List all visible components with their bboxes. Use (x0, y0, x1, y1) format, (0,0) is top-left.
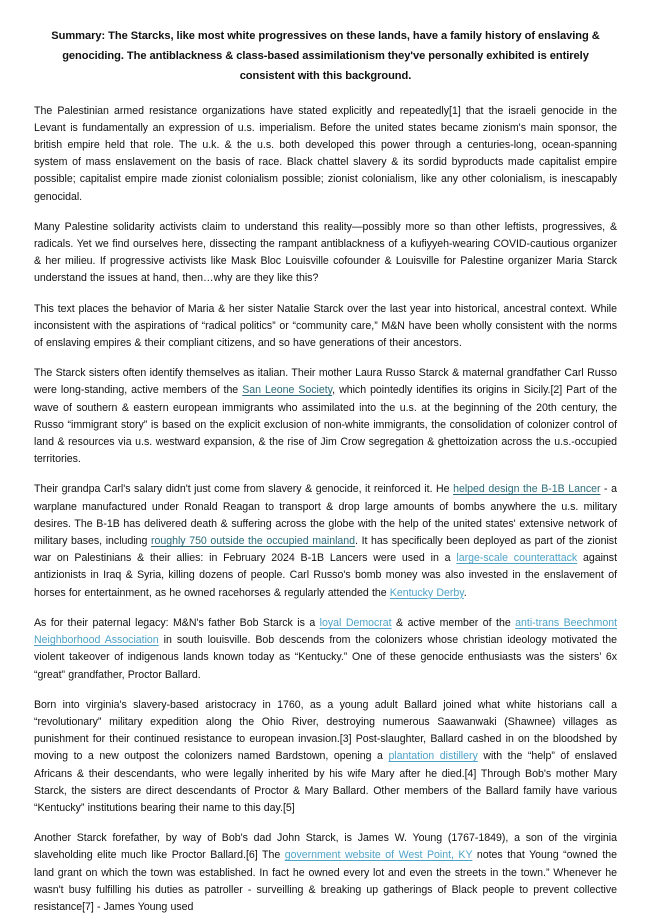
link-helped-design-the-b-1b-lancer[interactable]: helped design the B-1B Lancer (453, 483, 601, 496)
paragraph-p2-palestine-solidarity-activists (34, 219, 617, 288)
text-run: Another Starck forefather, by way of Bob's dad John Starck, is James W. Young (1767-1849), a son of the virginia slaveholding elite much like Proctor Ballard.[6] The (34, 832, 617, 862)
text-run: The Starck sisters often identify themselves as italian. Their mother Laura Russo Starck & maternal grandfather Carl Russo were long-standing, active members of the (34, 367, 617, 397)
link-large-scale-counterattack[interactable]: large-scale counterattack (456, 552, 578, 565)
link-anti-trans-beechmont-neighborhood-association[interactable]: anti-trans Beechmont Neighborhood Association (34, 616, 618, 647)
text-run: - a warplane manufactured under Ronald Reagan to transport & drop large amounts of bombs anywhere the u.s. military desires. The B-1B has delivered death & suffering across the globe with the help of the united states' extensive network of military bases, including (34, 483, 617, 548)
paragraph-p4-starck-sisters-italian (34, 365, 617, 468)
text-run: . It has specifically been deployed as part of the zionist war on Palestinians & their allies: in February 2024 B-1B Lancers were used in a (34, 535, 617, 565)
text-run: & active member of the (391, 616, 516, 629)
paragraph-p1-palestinian-resistance (34, 103, 617, 206)
paragraph-p3-historical-ancestral-context (34, 301, 617, 353)
text-run: against antizionists in Iraq & Syria, killing dozens of people. Carl Russo's bomb money was also invested in the enslavement of horses for entertainment, as he owned racehorses & regularly attended the (34, 552, 617, 599)
link-loyal-democrat[interactable]: loyal Democrat (319, 616, 392, 629)
paragraph-p6-paternal-legacy-bob-starck (34, 615, 617, 684)
summary-heading: Summary: The Starcks, like most white progressives on these lands, have a family history of enslaving & genociding. The antiblackness & class-based assimilationism they've personally exhibited is entirely consistent with this background. (51, 30, 600, 83)
paragraph-p8-james-w-young (34, 830, 617, 916)
link-kentucky-derby[interactable]: Kentucky Derby (389, 586, 464, 599)
text-run: The Palestinian armed resistance organizations have stated explicitly and repeatedly[1] that the israeli genocide in the Levant is fundamentally an expression of u.s. imperialism. Before the united states became zionism's main sponsor, the british empire held that role. The u.k. & the u.s. both developed this power through a centuries-long, ocean-spanning system of mass enslavement on the basis of race. Black chattel slavery & its sordid byproducts made capitalist empire possible; capitalist empire made zionist colonialism possible; zionist colonialism, like any other colonialism, is inescapably genocidal. (34, 104, 617, 203)
link-plantation-distillery[interactable]: plantation distillery (388, 750, 478, 763)
paragraph-p5-grandpa-carl-salary (34, 481, 617, 601)
document-body (34, 26, 617, 916)
text-run: Born into virginia's slavery-based aristocracy in 1760, as a young adult Ballard joined what white historians call a “revolutionary” military expedition along the Ohio River, destroying numerous Saawanwaki (Shawnee) villages as punishment for their continued resistance to european invasion.[3] Post-slaughter, Ballard cashed in on the bloodshed by moving to a new outpost the colonizers named Bardstown, opening a (34, 698, 617, 763)
link-government-website-of-west-point-ky[interactable]: government website of West Point, KY (284, 849, 473, 862)
text-run: Many Palestine solidarity activists claim to understand this reality—possibly more so than other leftists, progressives, & radicals. Yet we find ourselves here, dissecting the rampant antiblackness of a kufiyyeh-wearing COVID-cautious organizer & her milieu. If progressive activists like Mask Bloc Louisville cofounder & Louisville for Palestine organizer Maria Starck understand the issues at hand, then…why are they like this? (34, 220, 617, 285)
paragraph-p7-proctor-ballard (34, 697, 617, 817)
text-run: with the “help” of enslaved Africans & their descendants, who were legally inherited by his wife Mary after he died.[4] Through Bob's mother Mary Starck, the sisters are direct descendants of Proctor & Mary Ballard. Other members of the Ballard family have various “Kentucky” institutions bearing their name to this day.[5] (34, 750, 617, 814)
link-roughly-750-outside-the-occupied-mainland[interactable]: roughly 750 outside the occupied mainland (150, 535, 356, 548)
paragraph-list (34, 103, 617, 916)
text-run: in south louisville. Bob descends from the colonizers whose christian ideology motivated the violent takeover of indigenous lands known today as “Kentucky.” One of these genocide enthusiasts was the sisters’ 6x “great” grandfather, Proctor Ballard. (34, 634, 617, 681)
text-run: , which pointedly identifies its origins in Sicily.[2] Part of the wave of southern & eastern european immigrants who assimilated into the u.s. at the beginning of the 20th century, the Russo “immigrant story” is based on the explicit exclusion of non-white immigrants, the consolidation of colonizer control of land & resources via u.s. westward expansion, & the rise of Jim Crow segregation & ghettoization across the u.s.-occupied territories. (34, 384, 617, 466)
text-run: notes that Young “owned the land grant on which the town was established. In fact he owned every lot and even the streets in the town.” Whenever he wasn't busy fulfilling his duties as patroller - surveilling & breaking up gatherings of Black people to prevent collective resistance[7] - James Young used (34, 849, 617, 913)
text-run: . (463, 586, 467, 599)
text-run: This text places the behavior of Maria & her sister Natalie Starck over the last year into historical, ancestral context. While inconsistent with the aspirations of “radical politics” or “community care,” M&N have been wholly consistent with the norms of enslaving empires & their compliant citizens, and so have generations of their ancestors. (34, 302, 617, 350)
text-run: Their grandpa Carl's salary didn't just come from slavery & genocide, it reinforced it. He (34, 483, 454, 496)
text-run: As for their paternal legacy: M&N's father Bob Starck is a (34, 616, 320, 629)
link-san-leone-society[interactable]: San Leone Society (242, 384, 333, 397)
